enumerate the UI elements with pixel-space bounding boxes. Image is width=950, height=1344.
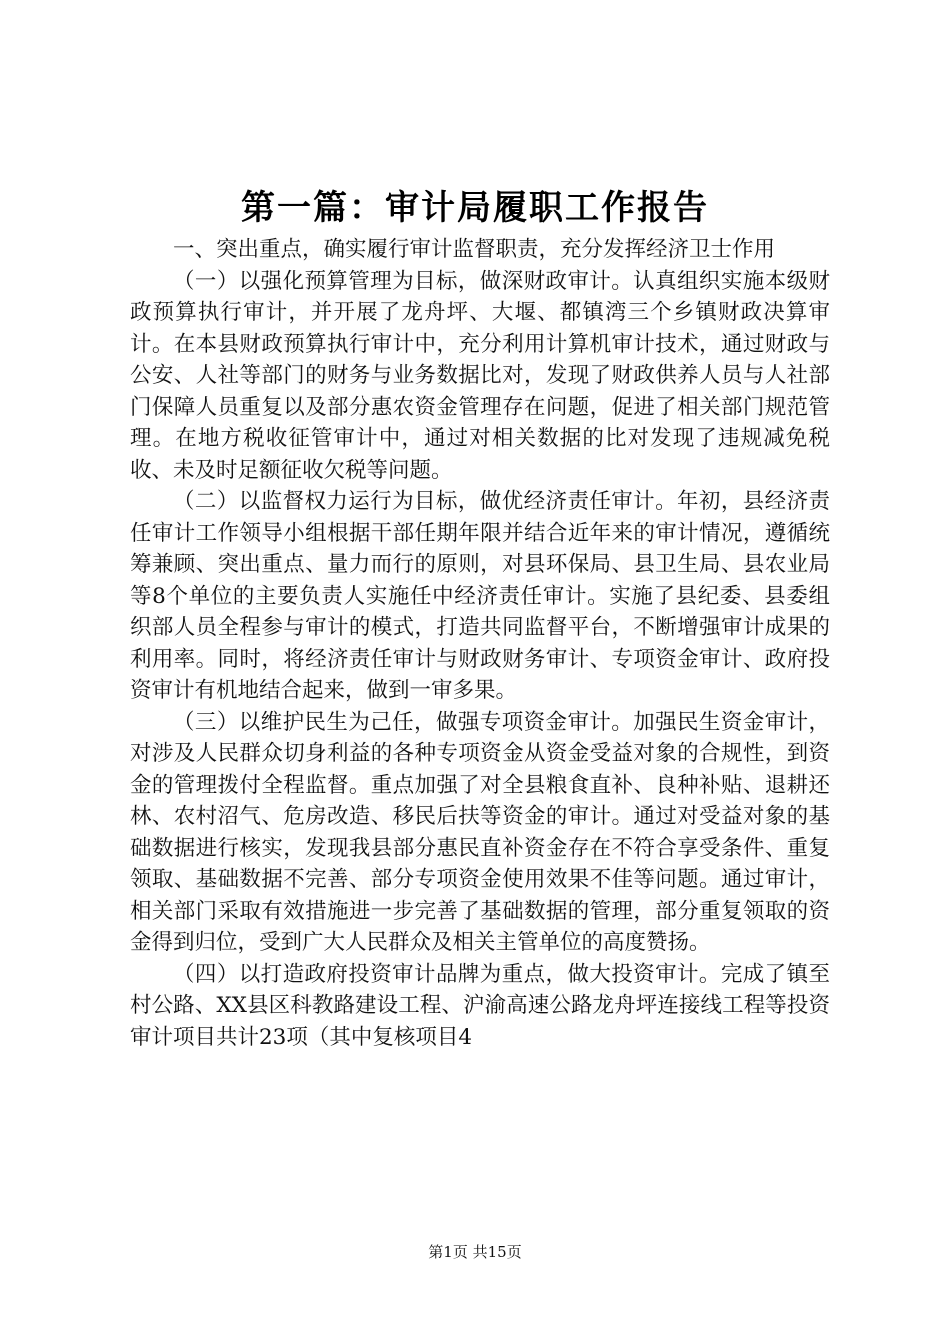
document-title: 第一篇：审计局履职工作报告 — [241, 188, 709, 228]
paragraph-special-funds-audit: （三）以维护民生为己任，做强专项资金审计。加强民生资金审计，对涉及人民群众切身利益的各种专项资金从资金受益对象的合规性，到资金的管理拨付全程监督。重点加强了对全县粮食直补、良种补贴、退耕还林、农村沼气、危房改造、移民后扶等资金的审计。通过对受益对象的基础数据进行核实，发现我县部分惠民直补资金存在不符合享受条件、重复领取、基础数据不完善、部分专项资金使用效果不佳等问题。通过审计，相关部门采取有效措施进一步完善了基础数据的管理，部分重复领取的资金得到归位，受到广大人民群众及相关主管单位的高度赞扬。 — [130, 709, 830, 955]
section-heading: 一、突出重点，确实履行审计监督职责，充分发挥经济卫士作用 — [173, 237, 776, 262]
page-footer: 第1页 共15页 — [428, 1243, 522, 1261]
document-body — [130, 234, 830, 1053]
paragraph-investment-audit: （四）以打造政府投资审计品牌为重点，做大投资审计。完成了镇至村公路、XX县区科教路建设工程、沪渝高速公路龙舟坪连接线工程等投资审计项目共计23项（其中复核项目4 — [130, 961, 830, 1050]
paragraph-fiscal-audit: （一）以强化预算管理为目标，做深财政审计。认真组织实施本级财政预算执行审计，并开展了龙舟坪、大堰、都镇湾三个乡镇财政决算审计。在本县财政预算执行审计中，充分利用计算机审计技术，通过财政与公安、人社等部门的财务与业务数据比对，发现了财政供养人员与人社部门保障人员重复以及部分惠农资金管理存在问题，促进了相关部门规范管理。在地方税收征管审计中，通过对相关数据的比对发现了违规减免税收、未及时足额征收欠税等问题。 — [130, 268, 830, 483]
paragraph-economic-responsibility-audit: （二）以监督权力运行为目标，做优经济责任审计。年初，县经济责任审计工作领导小组根据干部任期年限并结合近年来的审计情况，遵循统筹兼顾、突出重点、量力而行的原则，对县环保局、县卫生局、县农业局等8个单位的主要负责人实施任中经济责任审计。实施了县纪委、县委组织部人员全程参与审计的模式，打造共同监督平台，不断增强审计成果的利用率。同时，将经济责任审计与财政财务审计、专项资金审计、政府投资审计有机地结合起来，做到一审多果。 — [130, 489, 830, 703]
